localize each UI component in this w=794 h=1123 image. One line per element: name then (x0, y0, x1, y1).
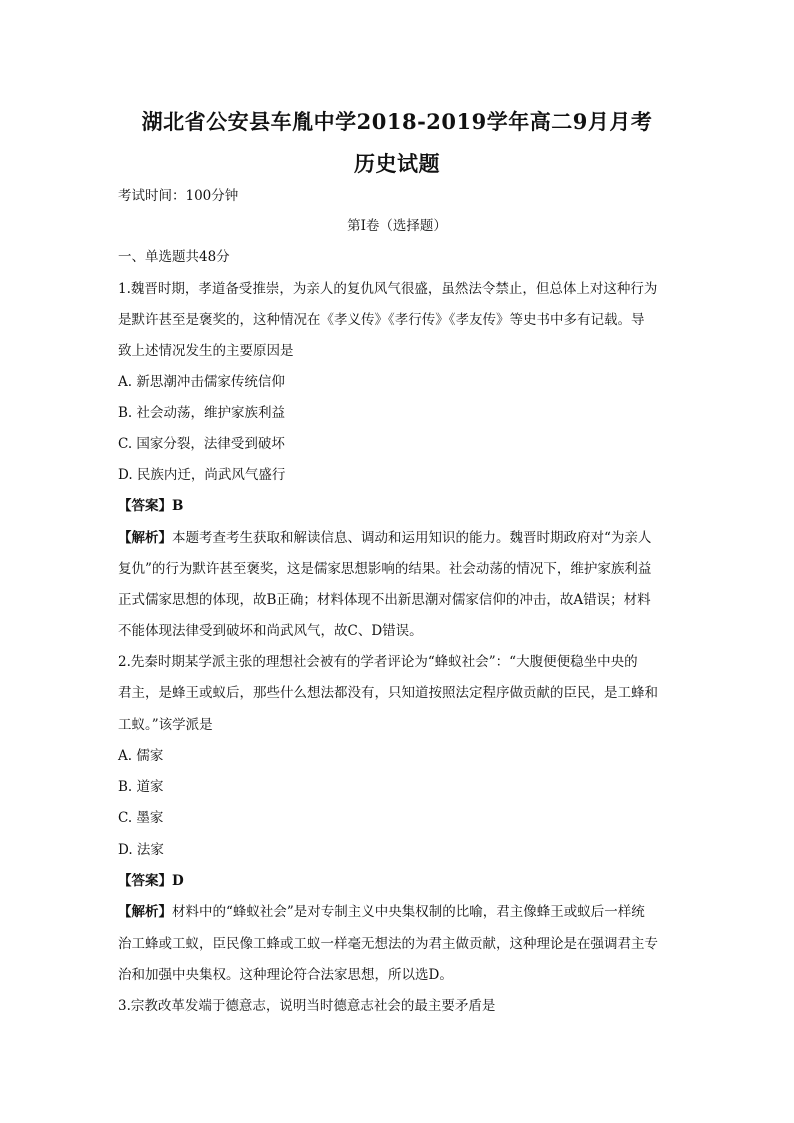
question-2-option-a: A. 儒家 (118, 748, 164, 764)
question-1-stem-line-3: 致上述情况发生的主要原因是 (118, 343, 294, 359)
page-title: 湖北省公安县车胤中学2018-2019学年高二9月月考 (141, 109, 653, 134)
analysis-label: 【解析】 (118, 904, 172, 920)
question-3-stem-line-1: 3.宗教改革发端于德意志，说明当时德意志社会的最主要矛盾是 (118, 998, 496, 1014)
question-1-analysis-line-4: 不能体现法律受到破坏和尚武风气，故C、D错误。 (118, 623, 423, 639)
question-1-option-b: B. 社会动荡，维护家族利益 (118, 405, 286, 421)
question-2-analysis-line-2: 治工蜂或工蚁，臣民像工蜂或工蚁一样毫无想法的为君主做贡献，这种理论是在强调君主专 (118, 936, 658, 952)
question-1-option-d: D. 民族内迁，尚武风气盛行 (118, 467, 286, 483)
question-2-analysis-line-3: 治和加强中央集权。这种理论符合法家思想，所以选D。 (118, 967, 453, 983)
question-1-stem-line-1: 1.魏晋时期，孝道备受推崇，为亲人的复仇风气很盛，虽然法令禁止，但总体上对这种行为 (118, 281, 658, 297)
question-1-analysis-line-2: 复仇”的行为默许甚至褒奖，这是儒家思想影响的结果。社会动荡的情况下，维护家族利益 (118, 561, 652, 577)
question-2-option-b: B. 道家 (118, 779, 164, 795)
question-2-answer: 【答案】D (118, 873, 184, 889)
analysis-label: 【解析】 (118, 530, 172, 546)
question-1-analysis-line-1 (118, 528, 688, 548)
analysis-text: 材料中的“蜂蚁社会”是对专制主义中央集权制的比喻，君主像蜂王或蚁后一样统 (172, 904, 645, 920)
page-subtitle: 历史试题 (354, 151, 440, 176)
question-2-stem-line-3: 工蚁。”该学派是 (118, 717, 213, 733)
question-1-option-c: C. 国家分裂，法律受到破坏 (118, 436, 285, 452)
volume-title: 第I卷（选择题） (347, 218, 447, 234)
question-2-stem-line-2: 君主，是蜂王或蚁后，那些什么想法都没有，只知道按照法定程序做贡献的臣民，是工蜂和 (118, 685, 658, 701)
question-1-answer: 【答案】B (118, 498, 184, 514)
exam-time: 考试时间：100分钟 (118, 188, 239, 204)
question-1-option-a: A. 新思潮冲击儒家传统信仰 (118, 374, 285, 390)
section-title: 一、单选题共48分 (118, 249, 230, 265)
question-2-stem-line-1: 2.先秦时期某学派主张的理想社会被有的学者评论为“蜂蚁社会”：“大腹便便稳坐中央的 (118, 654, 638, 670)
question-2-option-d: D. 法家 (118, 842, 164, 858)
question-2-analysis-line-1 (118, 902, 688, 922)
question-2-option-c: C. 墨家 (118, 810, 164, 826)
question-1-stem-line-2: 是默许甚至是褒奖的，这种情况在《孝义传》《孝行传》《孝友传》等史书中多有记载。导 (118, 312, 645, 328)
question-1-analysis-line-3: 正式儒家思想的体现，故B正确；材料体现不出新思潮对儒家信仰的冲击，故A错误；材料 (118, 592, 651, 608)
analysis-text: 本题考查考生获取和解读信息、调动和运用知识的能力。魏晋时期政府对“为亲人 (172, 530, 652, 546)
